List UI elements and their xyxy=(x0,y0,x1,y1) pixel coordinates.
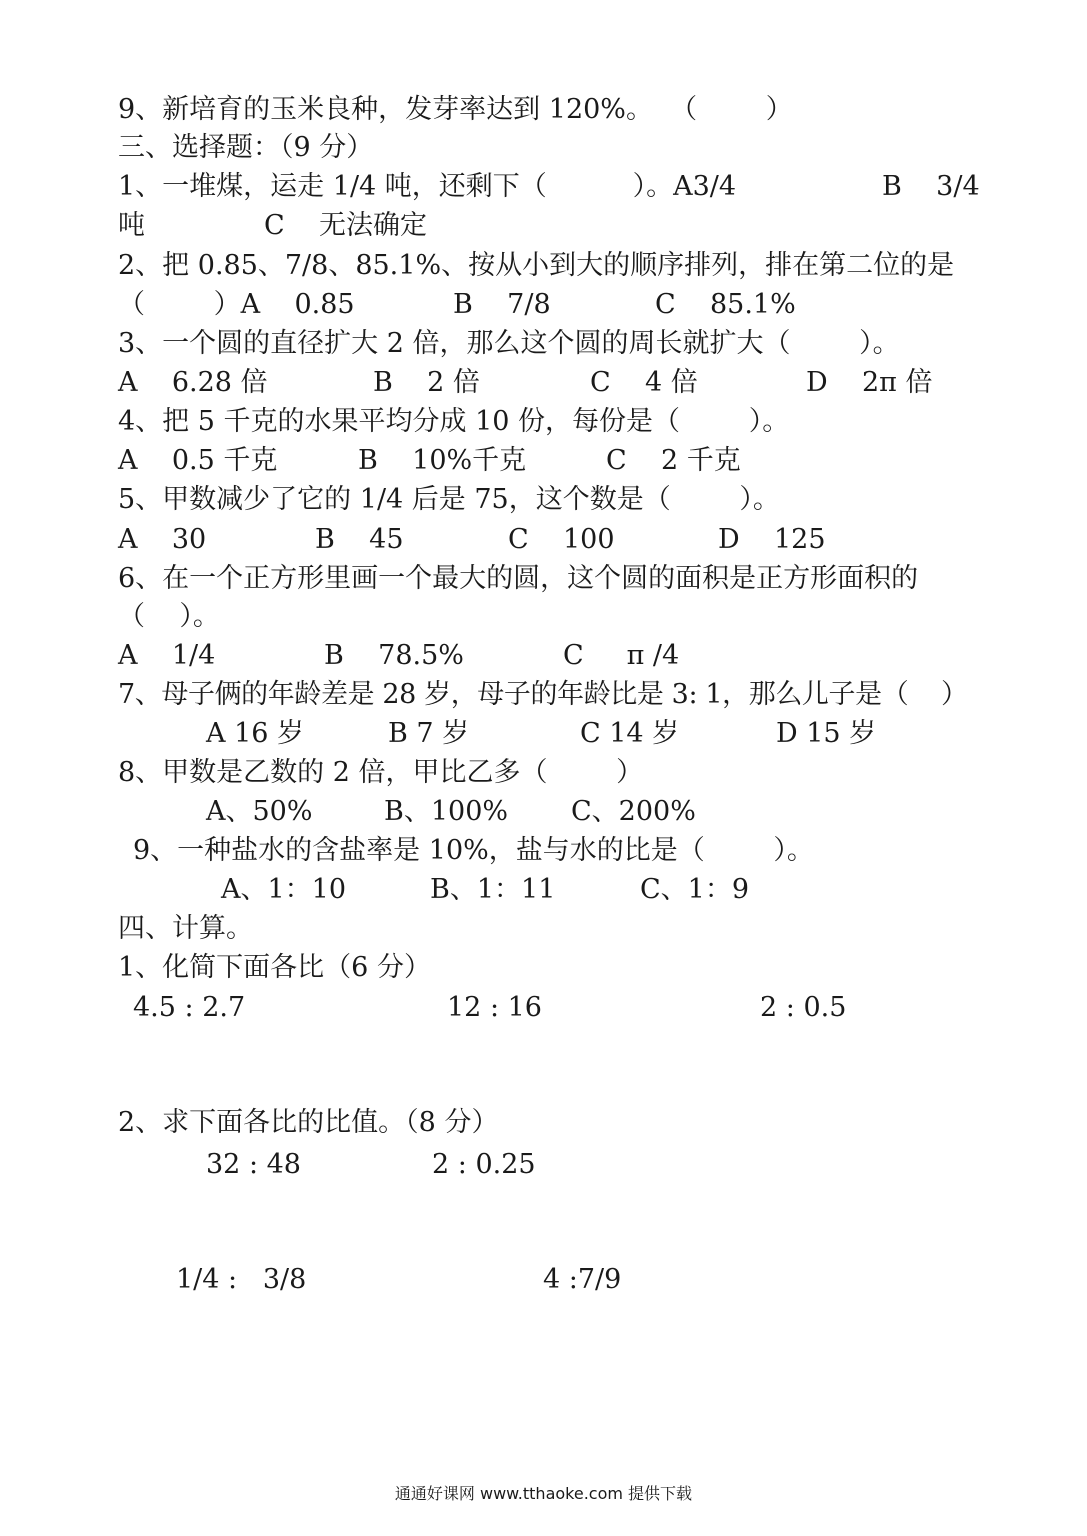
choice-q7-stem: 7、母子俩的年龄差是 28 岁，母子的年龄比是 3: 1，那么儿子是（ ） xyxy=(118,679,968,710)
choice-q7-option-d: D 15 岁 xyxy=(776,718,877,749)
choice-q8-option-a: A、50% xyxy=(206,796,313,827)
choice-q9-option-c: C、1：9 xyxy=(640,874,750,905)
choice-q6-option-c: C π /4 xyxy=(563,640,680,671)
choice-q8-stem: 8、甲数是乙数的 2 倍，甲比乙多（ ） xyxy=(118,757,644,788)
choice-q4-option-a: A 0.5 千克 xyxy=(118,445,278,476)
ratio-value-title: 2、求下面各比的比值。（8 分） xyxy=(118,1107,499,1138)
footer-source: 通通好课网 www.tthaoke.com 提供下载 xyxy=(394,1484,693,1503)
choice-q3-option-c: C 4 倍 xyxy=(590,367,698,398)
choice-q4-option-c: C 2 千克 xyxy=(606,445,741,476)
simplify-title: 1、化简下面各比（6 分） xyxy=(118,952,431,983)
ratio-value-item-3: 1/4 : 3/8 xyxy=(176,1264,307,1295)
choice-q5-option-a: A 30 xyxy=(118,524,207,555)
ratio-value-item-2: 2 : 0.25 xyxy=(432,1149,536,1180)
choice-q4-option-b: B 10%千克 xyxy=(358,445,527,476)
choice-q7-option-c: C 14 岁 xyxy=(580,718,680,749)
simplify-item-1: 4.5 : 2.7 xyxy=(133,992,246,1023)
judge-q9: 9、新培育的玉米良种，发芽率达到 120%。 （ ） xyxy=(118,94,793,125)
choice-q1-wrap: 吨 xyxy=(118,210,145,241)
ratio-value-item-4: 4 :7/9 xyxy=(543,1264,622,1295)
ratio-value-item-1: 32 : 48 xyxy=(206,1149,301,1180)
section-choice-heading: 三、选择题：（9 分） xyxy=(118,132,374,163)
choice-q6-option-b: B 78.5% xyxy=(324,640,464,671)
choice-q3-option-d: D 2π 倍 xyxy=(806,367,933,398)
choice-q2-option-b: B 7/8 xyxy=(453,289,551,320)
choice-q9-stem: 9、一种盐水的含盐率是 10%，盐与水的比是（ ）。 xyxy=(133,835,814,866)
choice-q3-option-a: A 6.28 倍 xyxy=(118,367,268,398)
choice-q1-stem: 1、一堆煤，运走 1/4 吨，还剩下（ ）。A3/4 xyxy=(118,171,737,202)
choice-q3-option-b: B 2 倍 xyxy=(373,367,480,398)
choice-q8-option-b: B、100% xyxy=(384,796,509,827)
choice-q2-option-c: C 85.1% xyxy=(655,289,796,320)
choice-q7-option-a: A 16 岁 xyxy=(206,718,305,749)
choice-q1-option-c: C 无法确定 xyxy=(264,210,427,241)
choice-q2-paren-option-a: （ ）A 0.85 xyxy=(118,289,355,320)
choice-q5-stem: 5、甲数减少了它的 1/4 后是 75，这个数是（ ）。 xyxy=(118,484,780,515)
choice-q6-stem: 6、在一个正方形里画一个最大的圆，这个圆的面积是正方形面积的 xyxy=(118,563,919,594)
choice-q6-paren: （ ）。 xyxy=(118,601,220,632)
choice-q9-option-a: A、1：10 xyxy=(221,874,347,905)
choice-q1-option-b: B 3/4 xyxy=(882,171,980,202)
section-calc-heading: 四、计算。 xyxy=(118,913,253,944)
choice-q6-option-a: A 1/4 xyxy=(118,640,216,671)
choice-q8-option-c: C、200% xyxy=(571,796,696,827)
choice-q5-option-c: C 100 xyxy=(508,524,615,555)
choice-q5-option-d: D 125 xyxy=(718,524,826,555)
choice-q9-option-b: B、1：11 xyxy=(430,874,556,905)
choice-q4-stem: 4、把 5 千克的水果平均分成 10 份，每份是（ ）。 xyxy=(118,406,790,437)
choice-q3-stem: 3、一个圆的直径扩大 2 倍，那么这个圆的周长就扩大（ ）。 xyxy=(118,328,900,359)
choice-q7-option-b: B 7 岁 xyxy=(388,718,470,749)
choice-q5-option-b: B 45 xyxy=(315,524,404,555)
simplify-item-3: 2 : 0.5 xyxy=(760,992,847,1023)
simplify-item-2: 12 : 16 xyxy=(447,992,542,1023)
choice-q2-stem: 2、把 0.85、7/8、85.1%、按从小到大的顺序排列，排在第二位的是 xyxy=(118,250,955,281)
